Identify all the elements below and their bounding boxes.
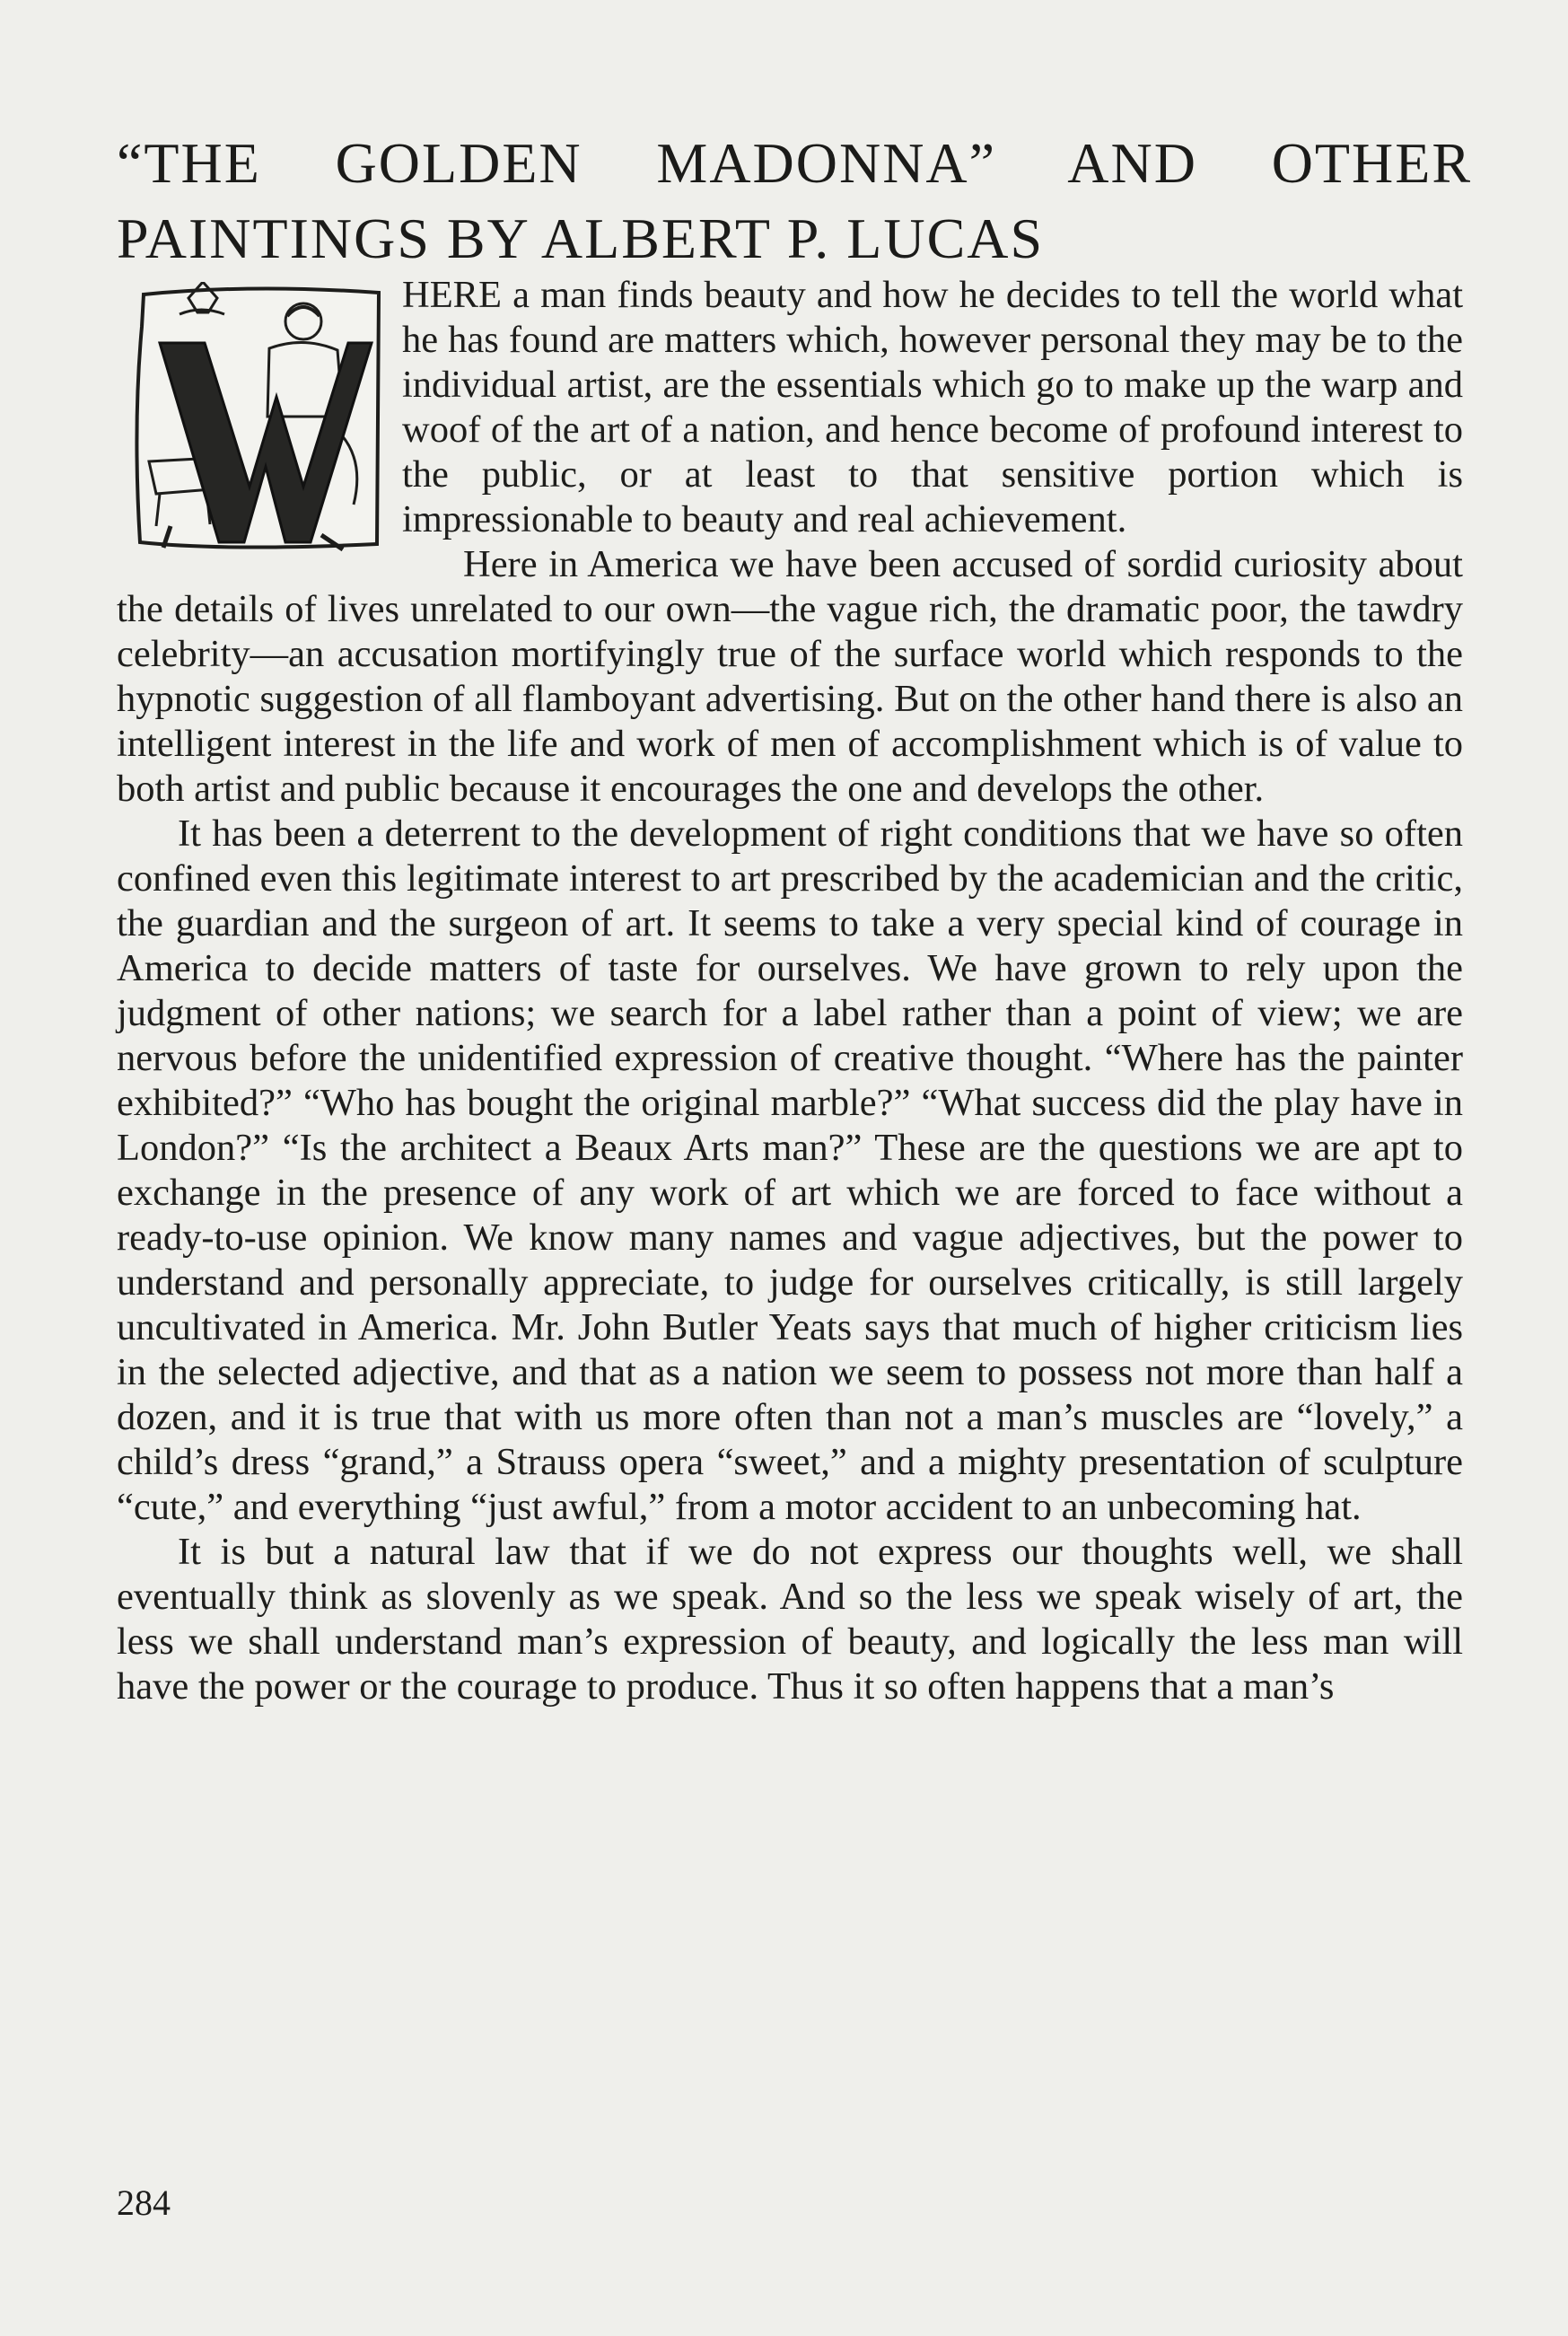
article-body [117, 273, 1463, 1709]
paragraph-4: It is but a natural law that if we do not express our thoughts well, we shall eventually think as slovenly as we speak. And so the less we speak wisely of art, the less we shall understand man’s expression of beauty, and logically the less man will have the power or the courage to produce. Thus it so often happens that a man’s [117, 1531, 1463, 1708]
paragraph-1: HERE a man finds beauty and how he decides to tell the world what he has found are matters which, however personal they may be to the individual artist, are the essentials which go to make up the warp and woof of the art of a nation, and hence become of profound interest to the public, or at least to that sensitive portion which is impressionable to beauty and real achievement. [402, 274, 1463, 540]
paragraph-3: It has been a deterrent to the development of right conditions that we have so often confined even this legitimate interest to art prescribed by the academician and the critic, the guardian and the surgeon of art. It seems to take a very special kind of courage in America to decide matters of taste for ourselves. We have grown to rely upon the judgment of other nations; we search for a label rather than a point of view; we are nervous before the unidentified expression of creative thought. “Where has the painter exhibited?” “Who has bought the original marble?” “What success did the play have in London?” “Is the architect a Beaux Arts man?” These are the questions we are apt to exchange in the presence of any work of art which we are forced to face without a ready-to-use opinion. We know many names and vague adjectives, but the power to understand and personally appreciate, to judge for ourselves critically, is still largely uncultivated in America. Mr. John Butler Yeats says that much of higher criticism lies in the selected adjective, and that as a nation we seem to possess not more than half a dozen, and it is true that with us more often than not a man’s muscles are “lovely,” a child’s dress “grand,” a Strauss opera “sweet,” and a mighty presentation of sculpture “cute,” and everything “just awful,” from a motor accident to an unbecoming hat. [117, 812, 1463, 1528]
page-number: 284 [117, 2182, 171, 2223]
paragraph-2: Here in America we have been accused of sordid curiosity about the details of lives unrelated to our own—the vague rich, the dramatic poor, the tawdry celebrity—an accusation mortifyingly true of the surface world which responds to the hypnotic suggestion of all flamboyant advertising. But on the other hand there is also an intelligent interest in the life and work of men of accomplishment which is of value to both artist and public because it encourages the one and develops the other. [117, 543, 1463, 810]
illustrated-initial-w-icon [117, 282, 386, 560]
article-title: “THE GOLDEN MADONNA” AND OTHER PAINTINGS BY ALBERT P. LUCAS [117, 131, 1472, 270]
